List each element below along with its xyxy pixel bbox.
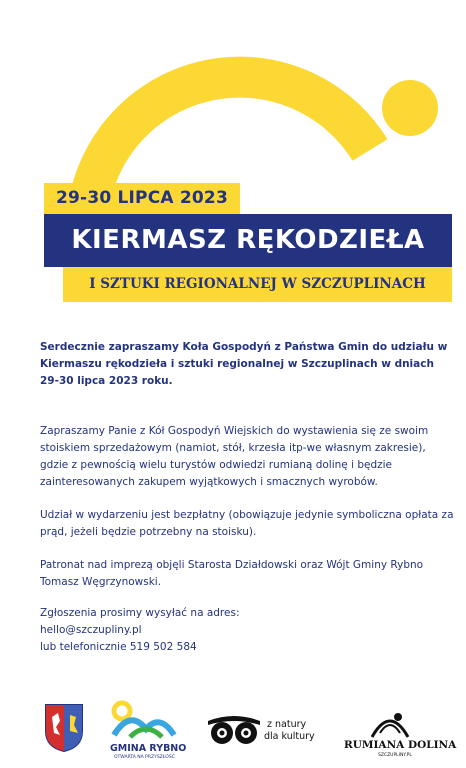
invitation-text — [40, 339, 454, 656]
contact-email: hello@szczupliny.pl — [40, 624, 142, 636]
rumiana-dolina-name: RUMIANA DOLINA — [344, 739, 457, 751]
hero-section — [0, 0, 466, 310]
event-title: KIERMASZ RĘKODZIEŁA — [44, 214, 452, 267]
gmina-rybno-name: GMINA RYBNO — [110, 743, 187, 754]
contact-phone: lub telefonicznie 519 502 584 — [40, 641, 197, 653]
invite-paragraph: Zapraszamy Panie z Kół Gospodyń Wiejskich do wystawienia się ze swoim stoiskiem sprzedażowym (namiot, stół, krzesła itp-we własnym zakresie), gdzie z pewnością wielu turystów odwiedzi rumianą dolinę i będzie zainteresowanych zakupem wyjątkowych i smacznych wyrobów. — [40, 425, 429, 488]
contact-line: Zgłoszenia prosimy wysyłać na adres: — [40, 607, 240, 619]
event-date-badge: 29-30 LIPCA 2023 — [44, 183, 240, 214]
rumiana-dolina-logo-icon — [370, 709, 410, 739]
gmina-rybno-tagline: OTWARTA NA PRZYSZŁOŚĆ — [114, 755, 175, 760]
coat-of-arms-icon — [44, 703, 84, 753]
free-participation-paragraph: Udział w wydarzeniu jest bezpłatny (obowiązuje jedynie symboliczna opłata za prąd, jeżeli będzie potrzebny na stoisku). — [40, 509, 454, 538]
sponsor-logos — [0, 695, 466, 765]
patronage-paragraph: Patronat nad imprezą objęli Starosta Działdowski oraz Wójt Gminy Rybno Tomasz Węgrzynowski. — [40, 559, 424, 588]
owl-eyes-icon — [206, 715, 262, 747]
intro-paragraph: Serdecznie zapraszamy Koła Gospodyń z Państwa Gmin do udziału w Kiermaszu rękodzieła i sztuki regionalnej w Szczuplinach w dniach 29-30 lipca 2023 roku. — [40, 341, 448, 387]
event-subtitle: I SZTUKI REGIONALNEJ W SZCZUPLINACH — [63, 267, 452, 302]
natura-text-1: z natury — [267, 719, 307, 730]
gmina-rybno-logo-icon — [110, 699, 180, 741]
natura-text-2: dla kultury — [264, 731, 315, 742]
rumiana-dolina-url: SZCZUPLINY.PL — [378, 753, 412, 758]
